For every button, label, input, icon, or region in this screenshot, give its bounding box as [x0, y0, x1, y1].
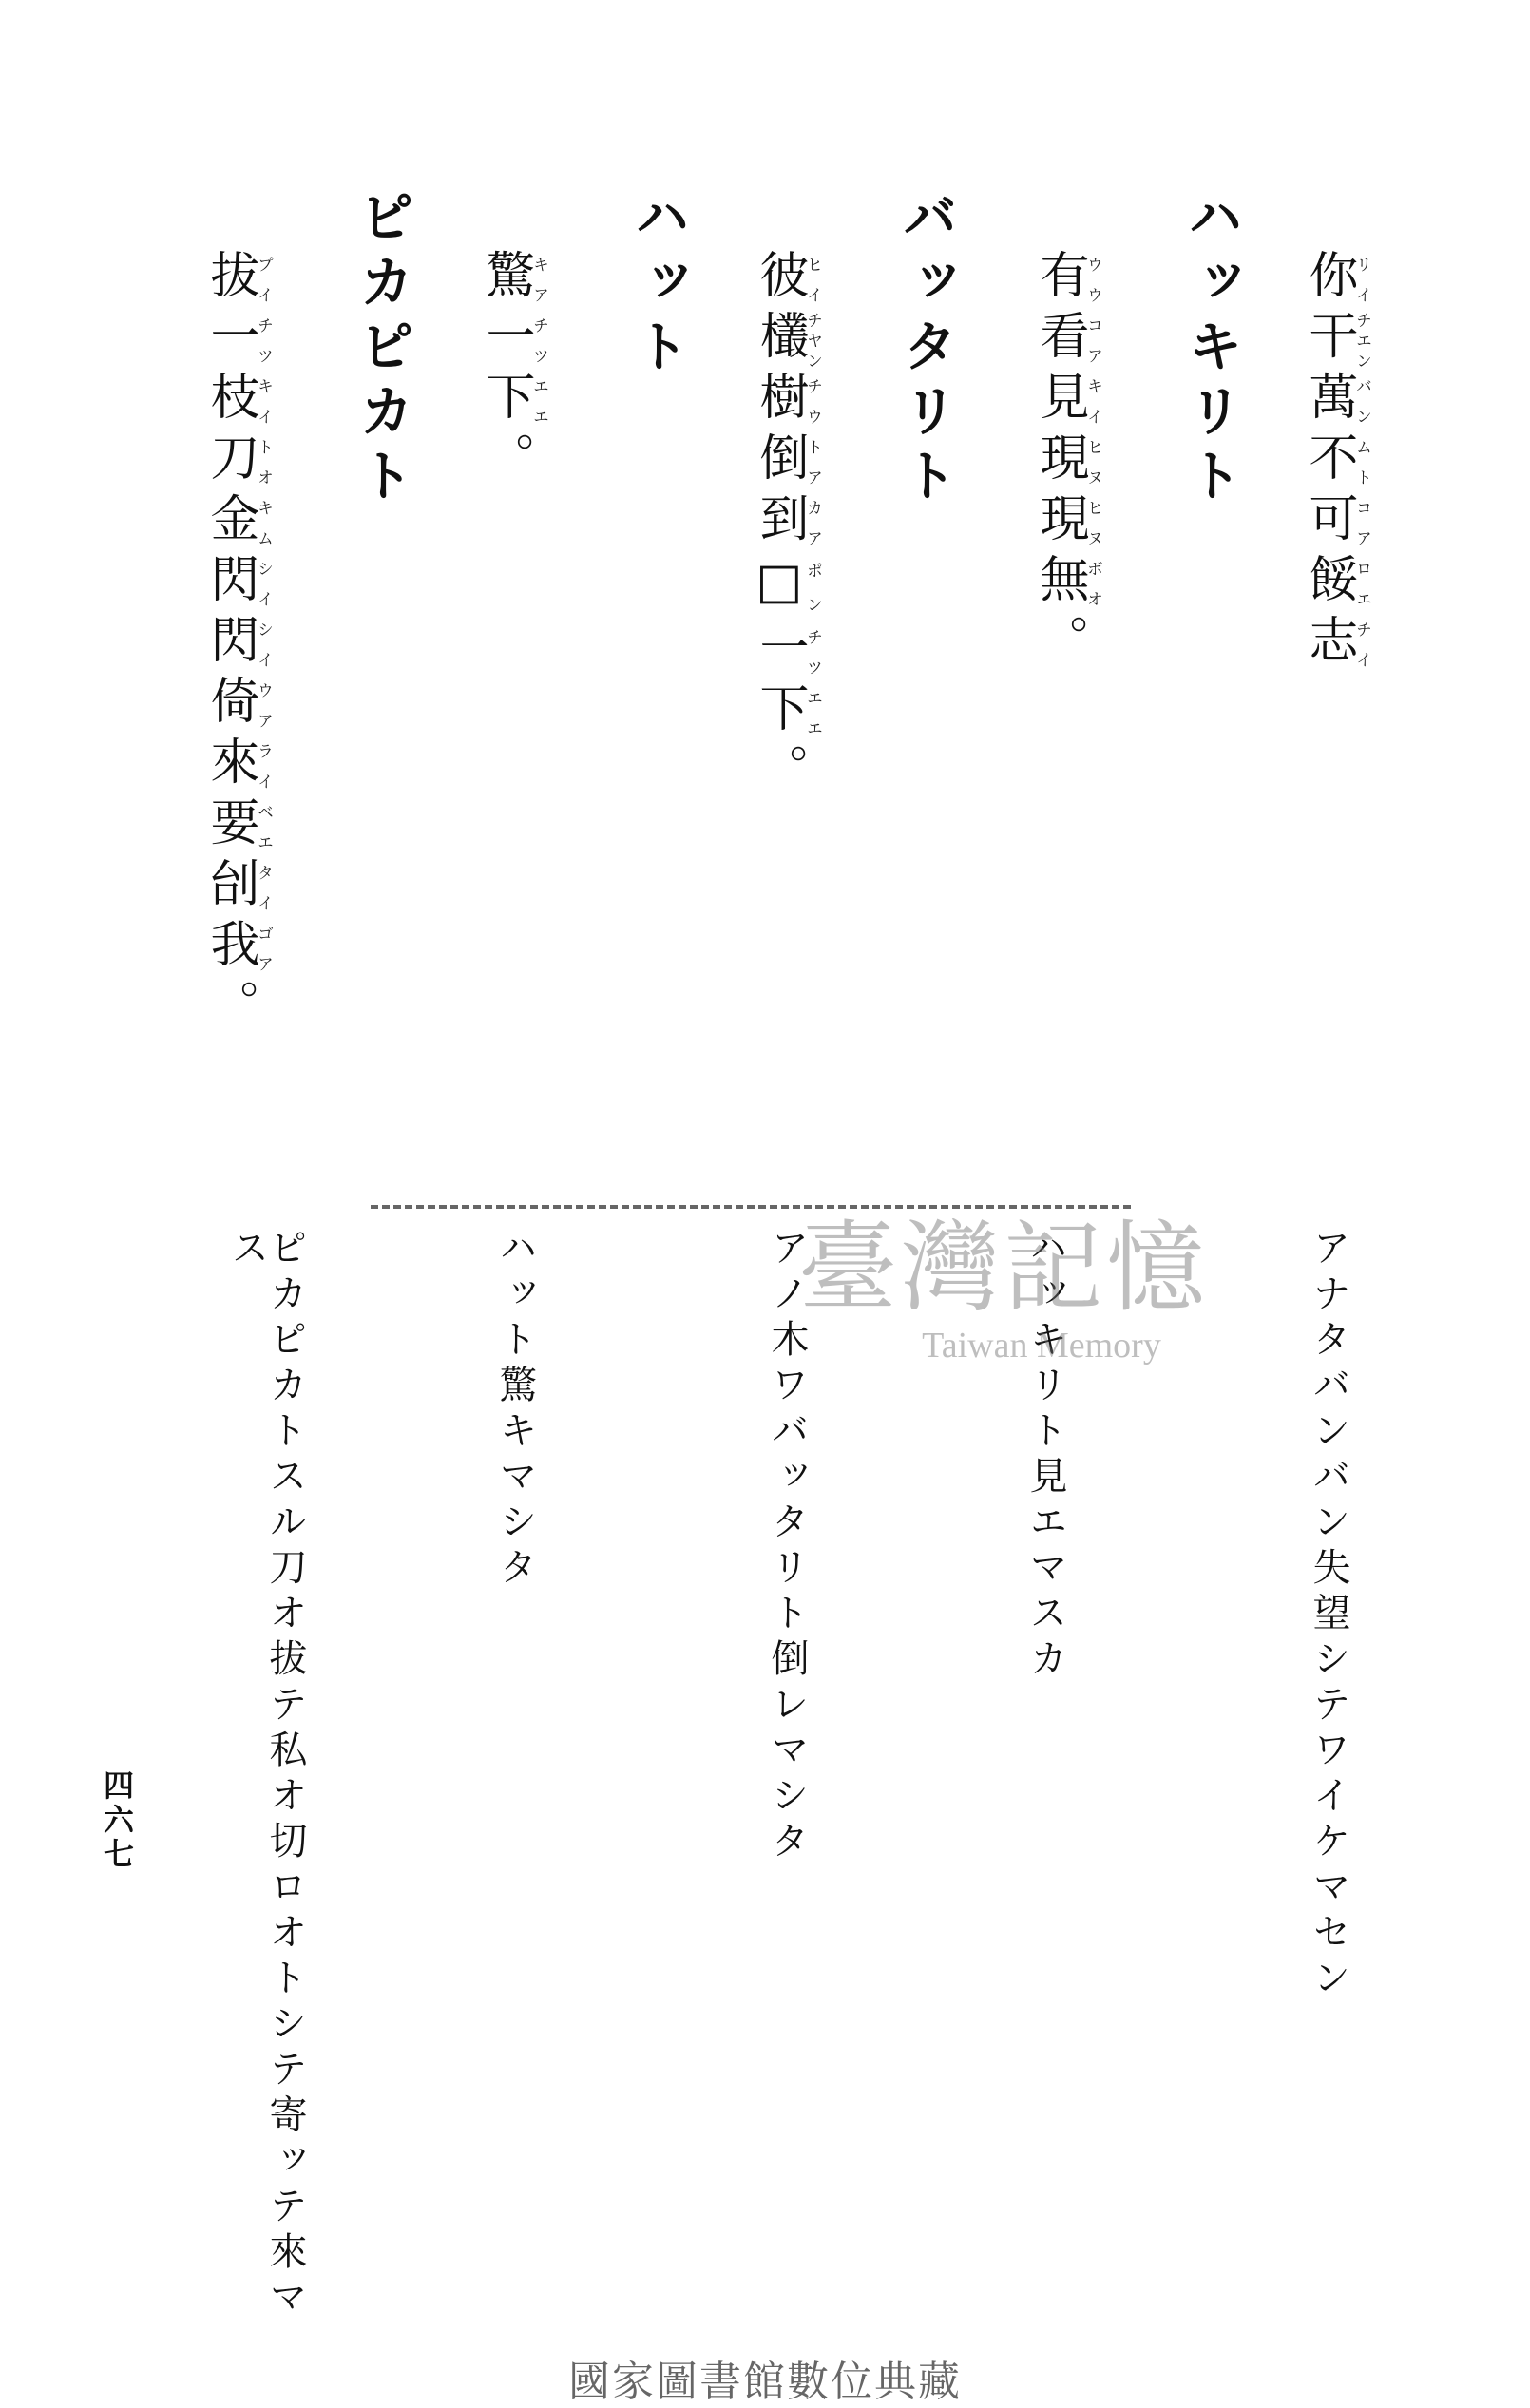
watermark-logo — [798, 1188, 1209, 1366]
footer-credit: 國家圖書館數位典藏 — [568, 2358, 962, 2406]
heading-hatto: ハット — [625, 188, 690, 382]
heading-hakkirito: ハッキリト — [1178, 188, 1243, 511]
translation-2: ハッキリト見エマスカ — [1023, 1228, 1067, 1684]
verse-5: 拔プイ一チツ枝キイ刀トオ金キム閃シイ閃シイ倚ウア來ライ要ベエ刣タイ我ゴア。 — [201, 249, 273, 1040]
verse-4: 驚キア一チツ下エエ。 — [477, 249, 548, 492]
verse-1: 你リイ干チエン萬バン不ムト可コア餒ロエ志チイ — [1300, 249, 1371, 675]
translation-3: アノ木ワバッタリト倒レマシタ — [765, 1228, 809, 1866]
heading-battarito: バッタリト — [893, 188, 958, 511]
translation-1: アナタバンバン失望シテワイケマセン — [1307, 1228, 1350, 2003]
translation-4: ハット驚キマシタ — [493, 1228, 537, 1593]
translation-5: ピカピカトスル刀オ拔テ私オ切ロオトシテ寄ッテ來マス — [225, 1228, 307, 2322]
watermark-main: 臺灣記憶 — [798, 1210, 1210, 1326]
verse-3: 彼ヒイ欉チヤン樹チウ倒トア到カア□ポン一チツ下エエ。 — [751, 249, 822, 804]
page-number: 四六七 — [99, 1769, 135, 1872]
heading-pikapikato: ピカピカト — [350, 188, 414, 511]
watermark-sub: Taiwan Memory — [922, 1326, 1161, 1366]
verse-2: 有ウウ看コア見キイ現ヒヌ現ヒヌ無ボオ。 — [1031, 249, 1102, 675]
verse-1-char: 你リイ — [1300, 249, 1371, 310]
